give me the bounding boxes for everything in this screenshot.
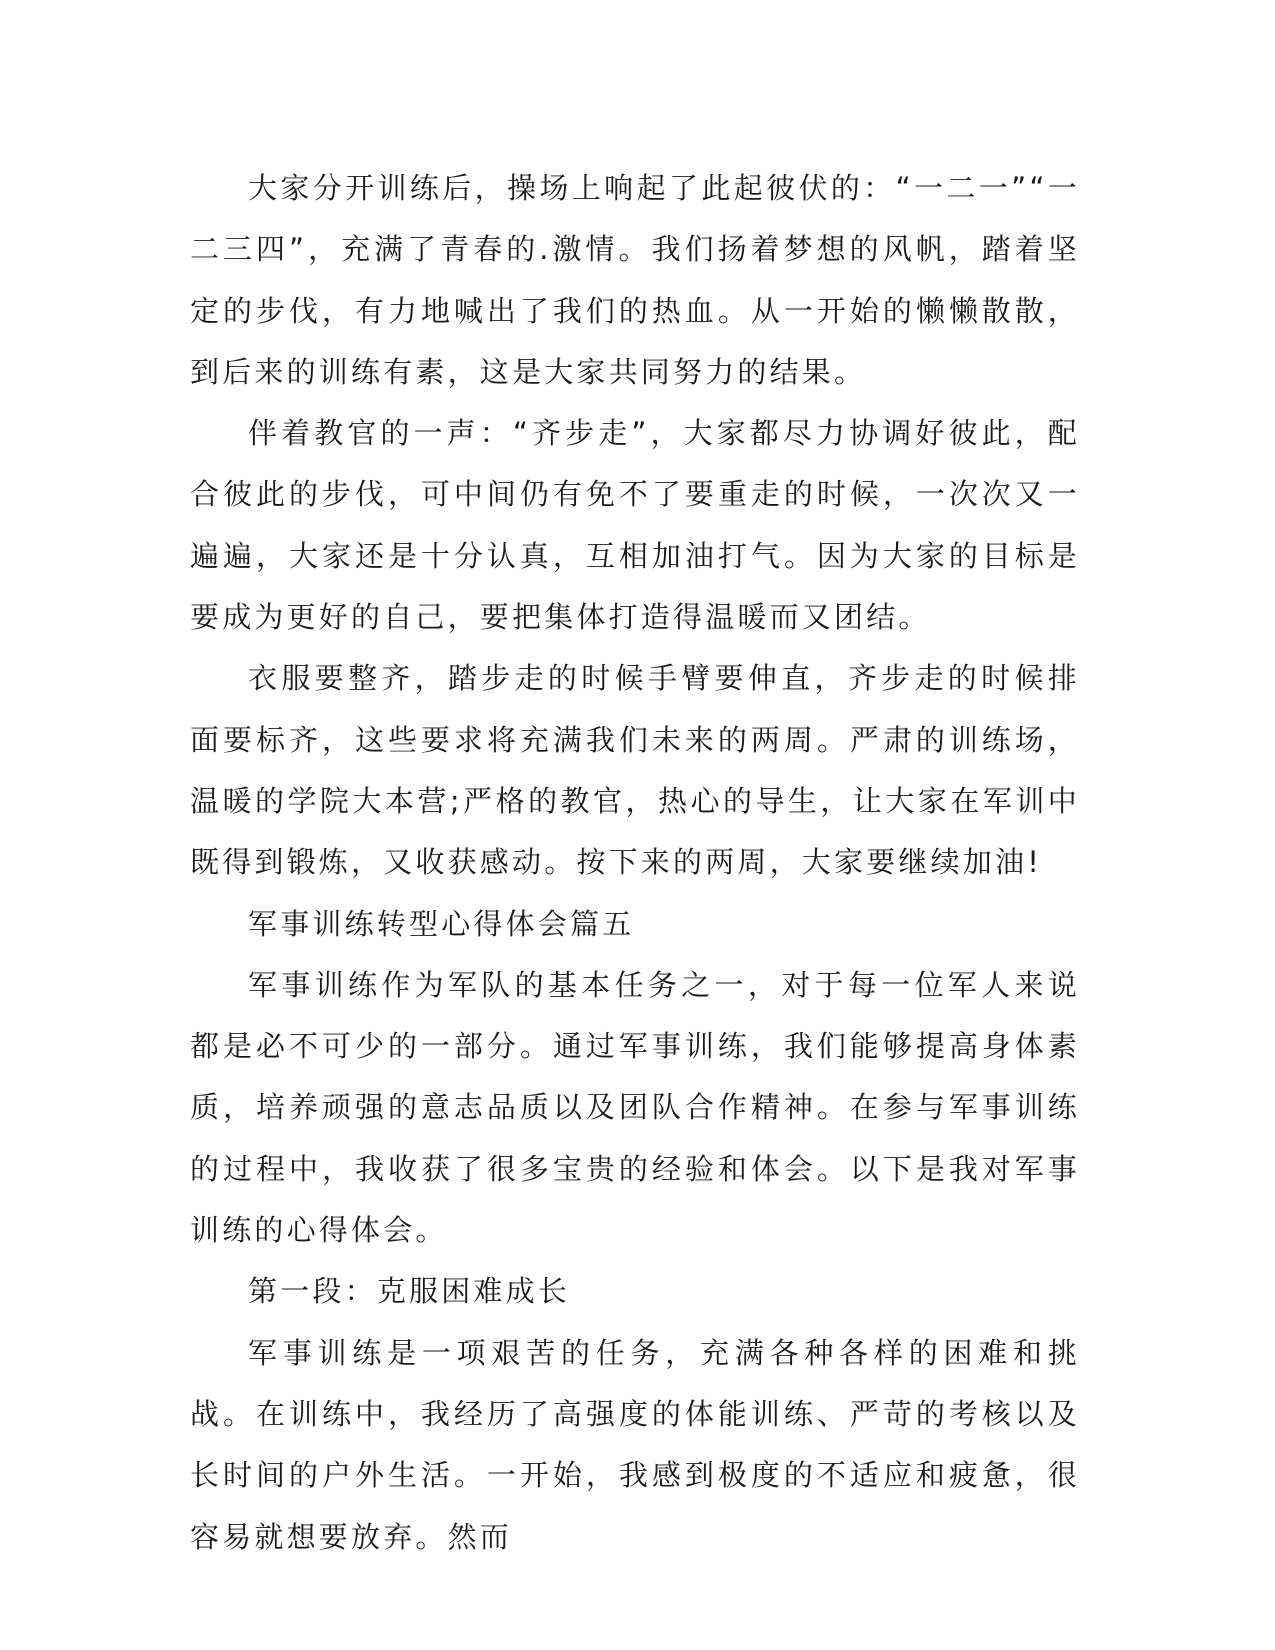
paragraph-training-chants: 大家分开训练后，操场上响起了此起彼伏的：“一二一”“一二三四”，充满了青春的.激情。我们扬着梦想的风帆，踏着坚定的步伐，有力地喊出了我们的热血。从一开始的懒懒散散，到后来的训练有素，这是大家共同努力的结果。 bbox=[190, 171, 1080, 389]
document-body bbox=[190, 158, 1080, 1568]
paragraph-march-step: 伴着教官的一声：“齐步走”，大家都尽力协调好彼此，配合彼此的步伐，可中间仍有免不了要重走的时候，一次次又一遍遍，大家还是十分认真，互相加油打气。因为大家的目标是要成为更好的自己，要把集体打造得温暖而又团结。 bbox=[190, 416, 1080, 635]
paragraph-training-intro: 军事训练作为军队的基本任务之一，对于每一位军人来说都是必不可少的一部分。通过军事训练，我们能够提高身体素质，培养顽强的意志品质以及团队合作精神。在参与军事训练的过程中，我收获了很多宝贵的经验和体会。以下是我对军事训练的心得体会。 bbox=[190, 967, 1080, 1248]
subheading-first-section: 第一段：克服困难成长 bbox=[248, 1274, 571, 1309]
paragraph-overcoming-difficulties: 军事训练是一项艰苦的任务，充满各种各样的困难和挑战。在训练中，我经历了高强度的体能训练、严苛的考核以及长时间的户外生活。一开始，我感到极度的不适应和疲惫，很容易就想要放弃。然而 bbox=[190, 1335, 1080, 1554]
section-heading-part-five: 军事训练转型心得体会篇五 bbox=[248, 906, 635, 941]
paragraph-requirements: 衣服要整齐，踏步走的时候手臂要伸直，齐步走的时候排面要标齐，这些要求将充满我们未来的两周。严肃的训练场，温暖的学院大本营;严格的教官，热心的导生，让大家在军训中既得到锻炼，又收获感动。按下来的两周，大家要继续加油! bbox=[190, 661, 1080, 880]
